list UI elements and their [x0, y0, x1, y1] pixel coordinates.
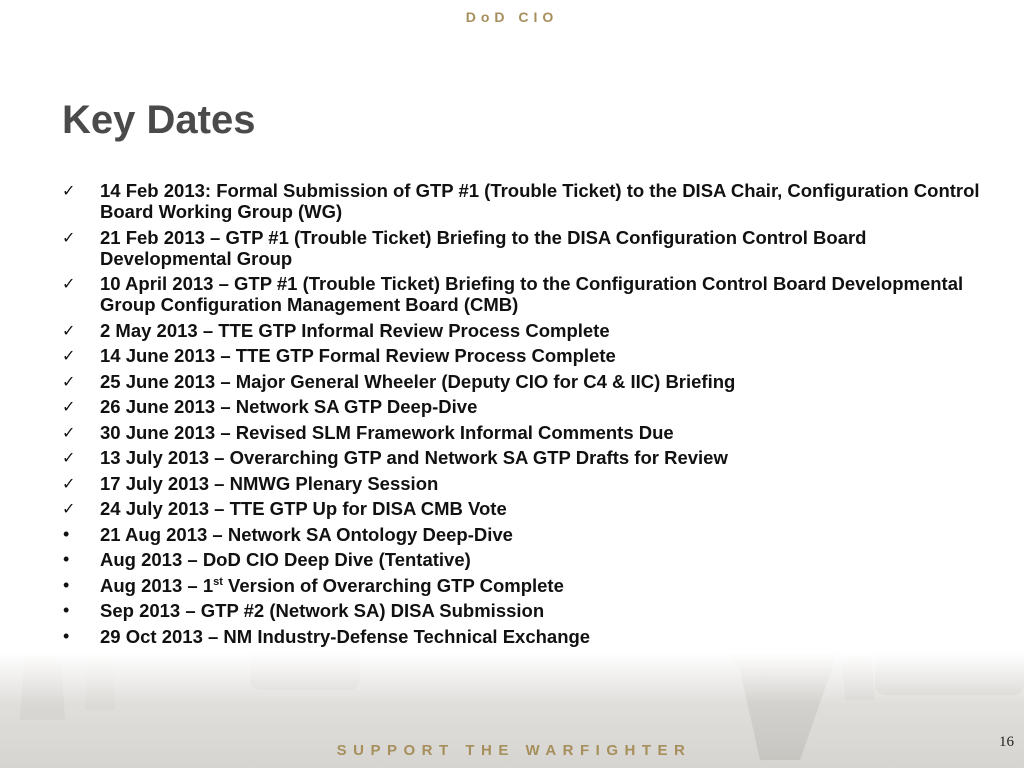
list-item — [62, 422, 1002, 443]
checkmark-icon: ✓ — [62, 227, 76, 247]
list-item-text: 14 June 2013 – TTE GTP Formal Review Process Complete — [100, 345, 616, 366]
list-item — [62, 524, 1002, 545]
list-item — [62, 180, 1002, 222]
list-item — [62, 575, 1002, 596]
list-item — [62, 320, 1002, 341]
bullet-icon: • — [63, 600, 70, 620]
list-item-text: 14 Feb 2013: Formal Submission of GTP #1 (Trouble Ticket) to the DISA Chair, Configuration Control Board Working Group (WG) — [100, 180, 980, 222]
bullet-icon: • — [63, 549, 70, 569]
list-item-text: 24 July 2013 – TTE GTP Up for DISA CMB Vote — [100, 498, 507, 519]
checkmark-icon: ✓ — [62, 181, 76, 200]
list-item — [62, 600, 1002, 621]
list-item-text-before: Aug 2013 – 1 — [100, 574, 214, 596]
list-item — [62, 345, 1002, 366]
list-item — [62, 227, 1002, 269]
checkmark-icon: ✓ — [62, 274, 76, 293]
list-item-text: 13 July 2013 – Overarching GTP and Network SA GTP Drafts for Review — [100, 447, 728, 468]
bullet-icon: • — [63, 574, 70, 595]
list-item — [62, 396, 1002, 417]
list-item — [62, 371, 1002, 392]
checkmark-icon: ✓ — [62, 448, 76, 467]
checkmark-icon: ✓ — [62, 371, 76, 391]
checkmark-icon: ✓ — [62, 473, 76, 493]
list-item-text-after: Version of Overarching GTP Complete — [222, 574, 564, 596]
list-item-text: 17 July 2013 – NMWG Plenary Session — [100, 472, 439, 494]
checkmark-icon: ✓ — [62, 422, 76, 442]
checkmark-icon: ✓ — [62, 346, 76, 365]
footer-tagline: SUPPORT THE WARFIGHTER — [336, 742, 692, 759]
key-dates-list — [62, 180, 1002, 651]
list-item-text — [100, 575, 1002, 596]
list-item — [62, 447, 1002, 468]
list-item-text: Aug 2013 – DoD CIO Deep Dive (Tentative) — [100, 549, 471, 570]
slide-title: Key Dates — [62, 98, 256, 142]
list-item — [62, 473, 1002, 494]
checkmark-icon: ✓ — [62, 320, 76, 340]
bullet-icon: • — [63, 625, 70, 646]
header-org-label: DoD CIO — [465, 9, 559, 25]
list-item-text: 26 June 2013 – Network SA GTP Deep-Dive — [100, 396, 478, 417]
list-item — [62, 549, 1002, 570]
list-item-text: 10 April 2013 – GTP #1 (Trouble Ticket) Briefing to the Configuration Control Board Developmental Group Configuration Management Board (CMB) — [100, 273, 964, 315]
list-item — [62, 273, 1002, 315]
checkmark-icon: ✓ — [62, 397, 76, 416]
list-item-text: Sep 2013 – GTP #2 (Network SA) DISA Submission — [100, 600, 545, 621]
list-item — [62, 626, 1002, 647]
bullet-icon: • — [63, 523, 70, 544]
list-item-text: 21 Aug 2013 – Network SA Ontology Deep-Dive — [100, 523, 513, 545]
page-number: 16 — [999, 734, 1014, 750]
list-item — [62, 498, 1002, 519]
list-item-text: 25 June 2013 – Major General Wheeler (Deputy CIO for C4 & IIC) Briefing — [100, 370, 736, 392]
checkmark-icon: ✓ — [62, 499, 76, 518]
list-item-text: 21 Feb 2013 – GTP #1 (Trouble Ticket) Briefing to the DISA Configuration Control Board Developmental Group — [100, 226, 867, 269]
ordinal-suffix: st — [213, 575, 223, 588]
list-item-text: 2 May 2013 – TTE GTP Informal Review Process Complete — [100, 319, 610, 341]
list-item-text: 30 June 2013 – Revised SLM Framework Informal Comments Due — [100, 421, 674, 443]
list-item-text: 29 Oct 2013 – NM Industry-Defense Technical Exchange — [100, 625, 591, 647]
